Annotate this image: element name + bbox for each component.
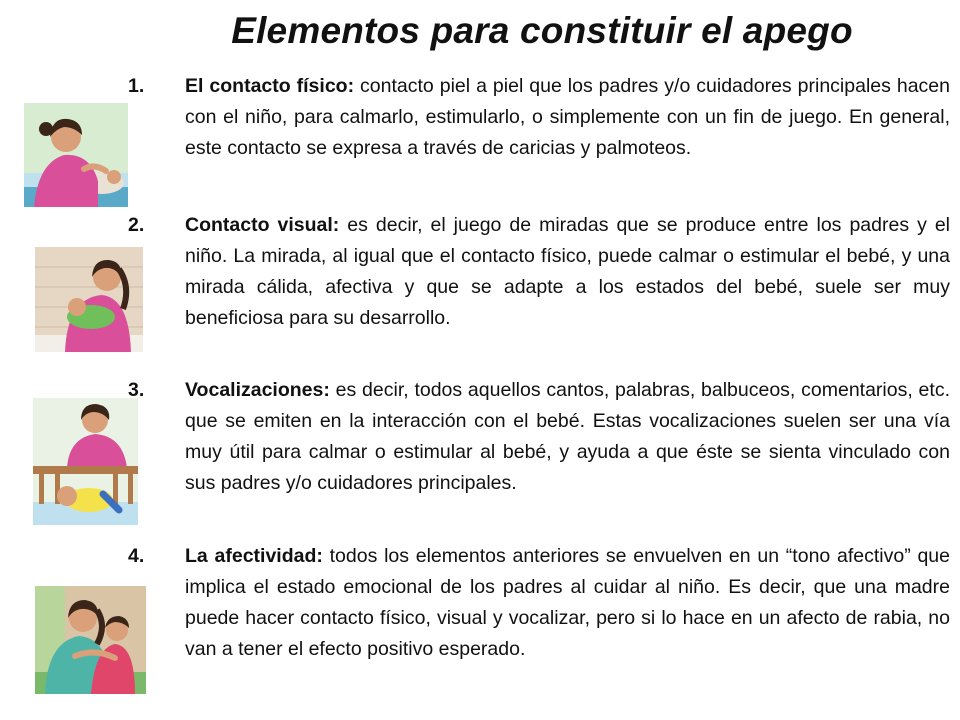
list-item bbox=[128, 541, 950, 701]
item-text bbox=[185, 210, 950, 334]
list-item bbox=[128, 210, 950, 370]
item-text bbox=[185, 541, 950, 665]
item-description: es decir, el juego de miradas que se produce entre los padres y el niño. La mirada, al igual que el contacto físico, puede calmar o estimular el bebé, y una mirada cálida, afectiva y que se adapte a los estados del bebé, suele ser muy beneficiosa para su desarrollo. bbox=[185, 214, 950, 329]
mother-touching-baby-illustration bbox=[24, 103, 128, 207]
item-description: contacto piel a piel que los padres y/o cuidadores principales hacen con el niño, para calmarlo, estimularlo, o simplemente con un fin de juego. En general, este contacto se expresa a través de caricias y palmoteos. bbox=[185, 75, 950, 159]
mother-holding-baby-illustration bbox=[35, 247, 143, 352]
item-number: 4. bbox=[128, 545, 145, 567]
item-description: es decir, todos aquellos cantos, palabras, balbuceos, comentarios, etc. que se emiten en la interacción con el bebé. Estas vocalizaciones suelen ser una vía muy útil para calmar o estimular al bebé, y ayuda a que éste se sienta vinculado con sus padres y/o cuidadores principales. bbox=[185, 379, 950, 494]
item-term: Vocalizaciones: bbox=[185, 379, 330, 401]
item-description: todos los elementos anteriores se envuelven en un “tono afectivo” que implica el estado emocional de los padres al cuidar al niño. Es decir, que una madre puede hacer contacto físico, visual y vocalizar, pero si lo hace en un afecto de rabia, no van a tener el efecto positivo esperado. bbox=[185, 545, 950, 660]
list-item bbox=[128, 375, 950, 535]
mother-playing-with-baby-in-crib-illustration bbox=[33, 398, 138, 525]
item-term: Contacto visual: bbox=[185, 214, 340, 236]
item-text bbox=[185, 71, 950, 164]
list-item bbox=[128, 71, 950, 201]
item-term: El contacto físico: bbox=[185, 75, 355, 97]
item-term: La afectividad: bbox=[185, 545, 323, 567]
item-number: 2. bbox=[128, 214, 145, 236]
item-number: 3. bbox=[128, 379, 145, 401]
item-number: 1. bbox=[128, 75, 145, 97]
page-title: Elementos para constituir el apego bbox=[231, 10, 853, 51]
item-text bbox=[185, 375, 950, 499]
